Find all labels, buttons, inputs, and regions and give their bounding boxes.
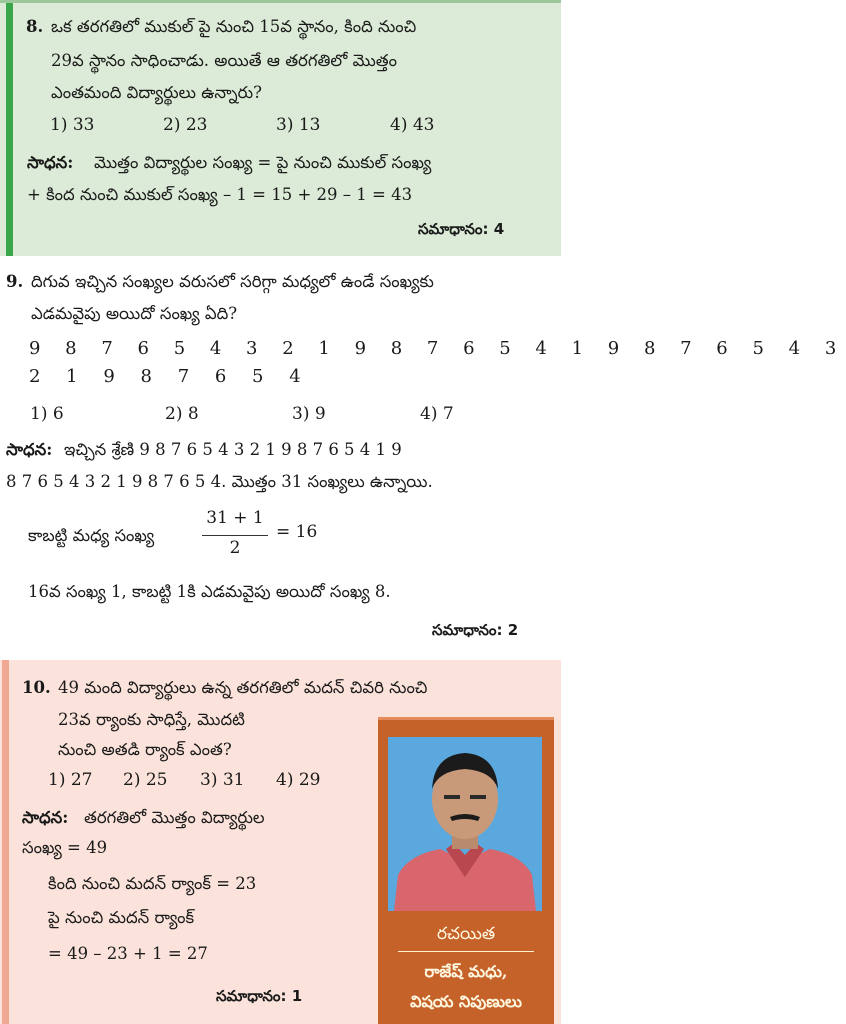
- author-photo: [388, 737, 542, 911]
- solution-text: 8 7 6 5 4 3 2 1 9 8 7 6 5 4. మొత్తం 31 సంఖ్యలు ఉన్నాయి.: [6, 472, 433, 491]
- solution-text: సంఖ్య = 49: [22, 838, 108, 857]
- solution-label: సాధన:: [27, 153, 74, 172]
- answer: సమాధానం: 2: [432, 621, 519, 639]
- option: 4) 29: [276, 770, 321, 790]
- solution-text: తరగతిలో మొత్తం విద్యార్థుల: [84, 808, 265, 827]
- number-series: 9 8 7 6 5 4 3 2 1 9 8 7 6 5 4 1 9 8 7 6 5 4 3: [29, 338, 846, 359]
- answer: సమాధానం: 4: [418, 220, 505, 238]
- middle-number-label: కాబట్టి మధ్య సంఖ్య: [28, 526, 155, 545]
- option: 2) 8: [165, 404, 199, 424]
- author-title: రచయిత: [436, 924, 496, 944]
- author-portrait-icon: [388, 737, 542, 911]
- solution-text: + కింద నుంచి ముకుల్ సంఖ్య – 1 = 15 + 29 – 1 = 43: [27, 185, 413, 204]
- fraction-numerator: 31 + 1: [206, 508, 264, 528]
- option: 4) 7: [420, 404, 454, 424]
- question-text-line: 29వ స్థానం సాధించాడు. అయితే ఆ తరగతిలో మొత్తం: [51, 51, 397, 70]
- accent-bar: [2, 660, 9, 1024]
- number-series: 2 1 9 8 7 6 5 4: [29, 366, 311, 387]
- solution-label: సాధన:: [22, 808, 69, 827]
- fraction-denominator: 2: [229, 538, 241, 558]
- question-text-line: ఒక తరగతిలో ముకుల్ పై నుంచి 15వ స్థానం, కింది నుంచి: [51, 17, 417, 36]
- option: 3) 31: [200, 770, 245, 790]
- question-number: 8.: [26, 17, 44, 36]
- author-name: రాజేష్ మధు,: [424, 962, 508, 981]
- question-9-card: [0, 258, 846, 650]
- question-text-line: దిగువ ఇచ్చిన సంఖ్యల వరుసలో సరిగ్గా మధ్యలో ఉండే సంఖ్యకు: [31, 272, 434, 291]
- conclusion-text: 16వ సంఖ్య 1, కాబట్టి 1కి ఎడమవైపు అయిదో సంఖ్య 8.: [28, 582, 391, 601]
- solution-text: మొత్తం విద్యార్థుల సంఖ్య = పై నుంచి ముకుల్ సంఖ్య: [94, 153, 432, 172]
- question-text-line: నుంచి అతడి ర్యాంక్ ఎంత?: [58, 740, 232, 759]
- question-text-line: ఎడమవైపు అయిదో సంఖ్య ఏది?: [31, 304, 238, 323]
- accent-bar: [6, 3, 13, 256]
- option: 1) 27: [48, 770, 93, 790]
- question-number: 9.: [6, 272, 24, 291]
- fraction-bar: [202, 535, 268, 536]
- option: 1) 6: [30, 404, 64, 424]
- question-number: 10.: [22, 678, 51, 697]
- answer: సమాధానం: 1: [216, 987, 303, 1005]
- fraction-result: = 16: [276, 522, 318, 542]
- solution-step: కింది నుంచి మదన్ ర్యాంక్ = 23: [48, 874, 257, 893]
- question-8-card: [0, 0, 561, 256]
- option: 1) 33: [50, 115, 95, 135]
- divider: [398, 951, 534, 952]
- option: 4) 43: [390, 115, 435, 135]
- question-text-line: ఎంతమంది విద్యార్థులు ఉన్నారు?: [51, 83, 262, 102]
- option: 3) 13: [276, 115, 321, 135]
- option: 2) 25: [123, 770, 168, 790]
- question-text-line: 49 మంది విద్యార్థులు ఉన్న తరగతిలో మదన్ చివరి నుంచి: [58, 678, 428, 697]
- solution-step: పై నుంచి మదన్ ర్యాంక్: [48, 908, 195, 927]
- question-text-line: 23వ ర్యాంకు సాధిస్తే, మొదటి: [58, 710, 245, 729]
- solution-label: సాధన:: [6, 440, 53, 459]
- author-panel: [378, 717, 554, 1024]
- solution-step: = 49 – 23 + 1 = 27: [48, 944, 208, 963]
- author-role: విషయ నిపుణులు: [410, 992, 522, 1011]
- solution-text: ఇచ్చిన శ్రేణి 9 8 7 6 5 4 3 2 1 9 8 7 6 5 4 1 9: [64, 440, 402, 459]
- option: 2) 23: [163, 115, 208, 135]
- option: 3) 9: [292, 404, 326, 424]
